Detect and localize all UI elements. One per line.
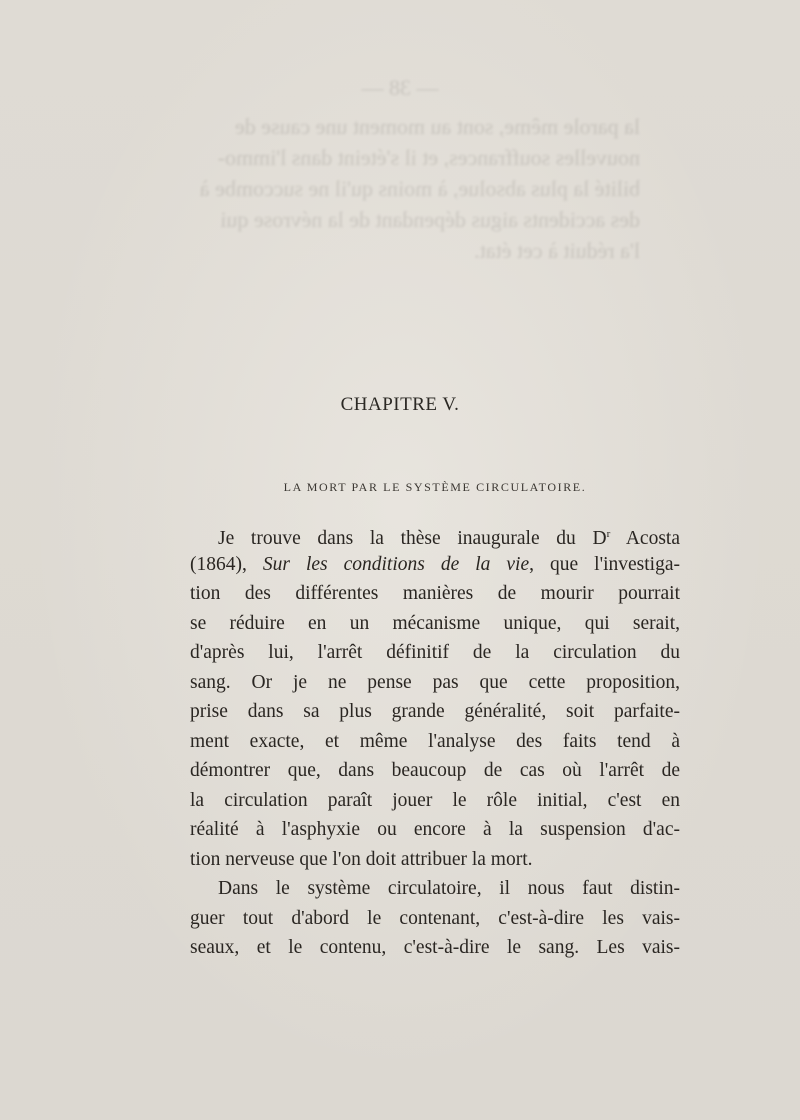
section-title: LA MORT PAR LE SYSTÈME CIRCULATOIRE. [283,480,587,494]
text-line: seaux, et le contenu, c'est-à-dire le sang. Les vais- [190,937,680,958]
text-line: ment exacte, et même l'analyse des faits tend à [190,730,680,752]
text-fragment: Je trouve dans la thèse inaugurale du D [218,528,607,549]
superscript: r [606,528,611,540]
text-line: tion des différentes manières de mourir pourrait [190,583,680,604]
text-line: prise dans sa plus grande généralité, soit parfaite- [190,701,680,722]
body-text [190,520,680,963]
text-line [190,550,680,580]
text-fragment: , que l'investiga- [529,553,680,575]
text-fragment: Acosta [610,528,681,549]
text-line: réalité à l'asphyxie ou encore à la suspension d'ac- [190,819,680,840]
text-line: se réduire en un mécanisme unique, qui serait, [190,612,680,634]
reverse-side-bleed-through [160,72,640,532]
text-line: guer tout d'abord le contenant, c'est-à-dire les vais- [190,907,680,929]
text-line: démontrer que, dans beaucoup de cas où l'arrêt de [190,760,680,781]
text-fragment: (1864), [190,553,263,575]
text-line: la circulation paraît jouer le rôle initial, c'est en [190,789,680,811]
bleed-line: bilité la plus absolue, à moins qu'il ne succombe à [199,176,640,201]
bleed-line: nouvelles souffrances, et il s'éteint dans l'immo- [217,145,640,170]
bleed-line: l'a réduit à cet état. [474,238,640,263]
text-line: Dans le système circulatoire, il nous faut distin- [218,878,680,899]
text-line [190,520,680,550]
bleed-line: des accidents aigus dépendant de la névrose qui [220,207,640,232]
text-line: d'après lui, l'arrêt définitif de la circulation du [190,642,680,663]
text-line: sang. Or je ne pense pas que cette proposition, [190,671,680,693]
bleed-page-number: — 38 — [361,75,439,100]
chapter-title: CHAPITRE V. [340,394,460,415]
text-line: tion nerveuse que l'on doit attribuer la mort. [190,848,533,870]
bleed-line: la parole même, sont au moment une cause de [234,114,640,139]
italic-title: Sur les conditions de la vie [262,553,530,575]
